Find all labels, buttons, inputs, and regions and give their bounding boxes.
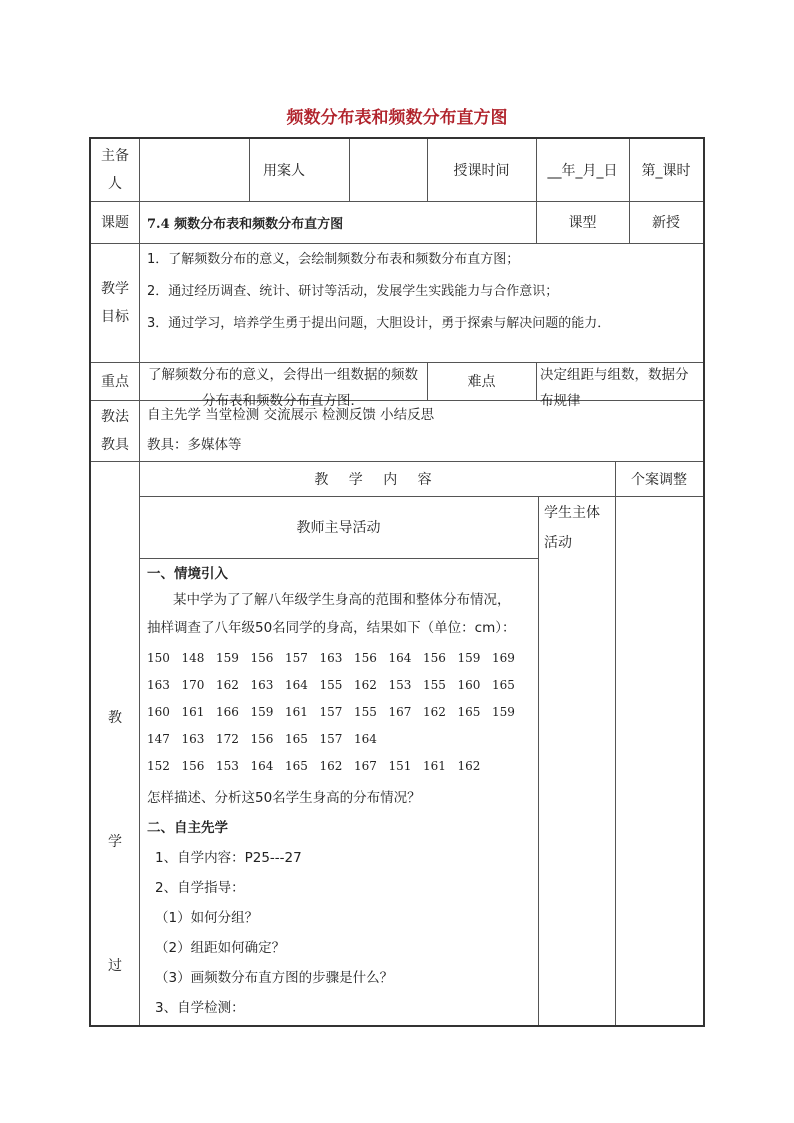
data-value: 159 <box>457 651 481 665</box>
lesson-type-value: 新授 <box>652 215 680 231</box>
data-value: 157 <box>319 732 343 746</box>
data-value: 163 <box>319 651 343 665</box>
data-value: 164 <box>388 651 412 665</box>
self-check: 3、自学检测： <box>155 1000 245 1016</box>
data-value: 152 <box>147 759 170 773</box>
data-value: 155 <box>423 678 446 692</box>
data-value: 155 <box>354 705 377 719</box>
section-intro-title: 一、情境引入 <box>147 566 228 582</box>
data-value: 153 <box>388 678 412 692</box>
goals-label: 教学目标 <box>101 280 129 325</box>
data-value: 167 <box>388 705 412 719</box>
page-title: 频数分布表和频数分布直方图 <box>286 108 508 128</box>
student-activity-content[interactable] <box>538 558 615 1025</box>
teacher-activity-header: 教师主导活动 <box>296 520 381 536</box>
data-value: 153 <box>216 759 239 773</box>
section-self-study-title: 二、自主先学 <box>147 820 228 836</box>
key-points-value <box>139 362 427 409</box>
preparer-value[interactable] <box>139 139 249 201</box>
preparer-label: 主备人 <box>101 148 129 192</box>
data-value: 169 <box>492 651 515 665</box>
goal-item: 2．通过经历调查、统计、研讨等活动，发展学生实践能力与合作意识； <box>147 284 559 299</box>
data-value: 162 <box>319 759 343 773</box>
lesson-type-label: 课型 <box>568 215 597 231</box>
intro-paragraph: 某中学为了了解八年级学生身高的范围和整体分布情况， <box>173 592 511 608</box>
data-value: 163 <box>181 732 205 746</box>
data-value: 156 <box>250 732 274 746</box>
intro-paragraph: 抽样调查了八年级50名同学的身高，结果如下（单位：cm）： <box>147 620 516 636</box>
date-field[interactable]: __年_月_日 <box>547 163 618 179</box>
study-guide: 2、自学指导： <box>155 880 245 896</box>
difficulty-label: 难点 <box>467 374 496 390</box>
data-value: 157 <box>319 705 343 719</box>
data-value: 162 <box>354 678 377 692</box>
lesson-plan-table <box>89 137 705 1027</box>
data-value: 159 <box>492 705 515 719</box>
data-row <box>147 727 538 754</box>
process-side-label <box>91 461 139 1025</box>
data-value: 165 <box>285 759 308 773</box>
teacher-activity-content <box>139 558 538 1025</box>
topic-label: 课题 <box>101 215 129 231</box>
data-value: 156 <box>423 651 446 665</box>
data-value: 165 <box>492 678 515 692</box>
data-value: 161 <box>423 759 446 773</box>
data-value: 147 <box>147 732 170 746</box>
period-field[interactable]: 第_课时 <box>641 163 691 179</box>
data-value: 159 <box>250 705 274 719</box>
data-value: 164 <box>354 732 377 746</box>
data-value: 161 <box>181 705 205 719</box>
method-value <box>139 400 703 461</box>
data-value: 162 <box>457 759 481 773</box>
data-row <box>147 700 538 727</box>
goal-item: 3．通过学习，培养学生勇于提出问题，大胆设计，勇于探索与解决问题的能力． <box>147 316 611 331</box>
adjust-content[interactable] <box>615 496 703 1025</box>
side-char: 教 <box>108 710 122 726</box>
data-value: 167 <box>354 759 377 773</box>
key-points-text: 了解频数分布的意义，会得出一组数据的频数分布表和频数分布直方图． <box>148 367 418 409</box>
side-char: 过 <box>108 958 122 974</box>
method-line: 自主先学 当堂检测 交流展示 检测反馈 小结反思 <box>147 407 435 423</box>
goals-list <box>139 243 703 362</box>
method-label: 教法教具 <box>101 408 129 453</box>
data-value: 163 <box>250 678 274 692</box>
question-text: 怎样描述、分析这50名学生身高的分布情况？ <box>147 790 421 806</box>
user-value[interactable] <box>349 139 427 201</box>
data-value: 156 <box>250 651 274 665</box>
student-activity-header: 学生主体活动 <box>544 505 600 551</box>
teaching-time-label: 授课时间 <box>453 163 510 179</box>
data-value: 164 <box>285 678 308 692</box>
data-value: 151 <box>388 759 412 773</box>
data-value: 165 <box>285 732 308 746</box>
data-value: 166 <box>216 705 239 719</box>
data-value: 156 <box>354 651 377 665</box>
data-value: 164 <box>250 759 274 773</box>
side-char: 学 <box>108 834 122 850</box>
data-value: 155 <box>319 678 343 692</box>
data-value: 157 <box>285 651 308 665</box>
guide-question: （3）画频数分布直方图的步骤是什么？ <box>155 970 394 986</box>
data-value: 163 <box>147 678 170 692</box>
data-row <box>147 673 538 700</box>
tools-line: 教具：多媒体等 <box>147 437 242 453</box>
user-label: 用案人 <box>263 163 305 179</box>
data-value: 162 <box>423 705 446 719</box>
difficulty-value: 决定组距与组数，数据分布规律 <box>540 367 689 409</box>
data-value: 172 <box>216 732 239 746</box>
goal-item: 1．了解频数分布的意义，会绘制频数分布表和频数分布直方图； <box>147 252 520 267</box>
data-value: 161 <box>285 705 308 719</box>
key-points-label: 重点 <box>101 374 129 390</box>
content-header: 教 学 内 容 <box>314 471 440 488</box>
data-value: 160 <box>147 705 170 719</box>
data-value: 150 <box>147 651 170 665</box>
data-value: 160 <box>457 678 481 692</box>
guide-question: （2）组距如何确定？ <box>155 940 286 956</box>
data-value: 156 <box>181 759 205 773</box>
height-data <box>147 646 538 781</box>
topic-value: 7.4 频数分布表和频数分布直方图 <box>147 216 344 232</box>
data-value: 148 <box>181 651 205 665</box>
data-value: 162 <box>216 678 239 692</box>
guide-question: （1）如何分组？ <box>155 910 259 926</box>
data-row <box>147 646 538 673</box>
data-value: 159 <box>216 651 239 665</box>
data-value: 170 <box>181 678 205 692</box>
data-row <box>147 754 538 781</box>
adjust-header: 个案调整 <box>631 471 687 488</box>
study-content: 1、自学内容：P25---27 <box>155 850 302 866</box>
data-value: 165 <box>457 705 481 719</box>
